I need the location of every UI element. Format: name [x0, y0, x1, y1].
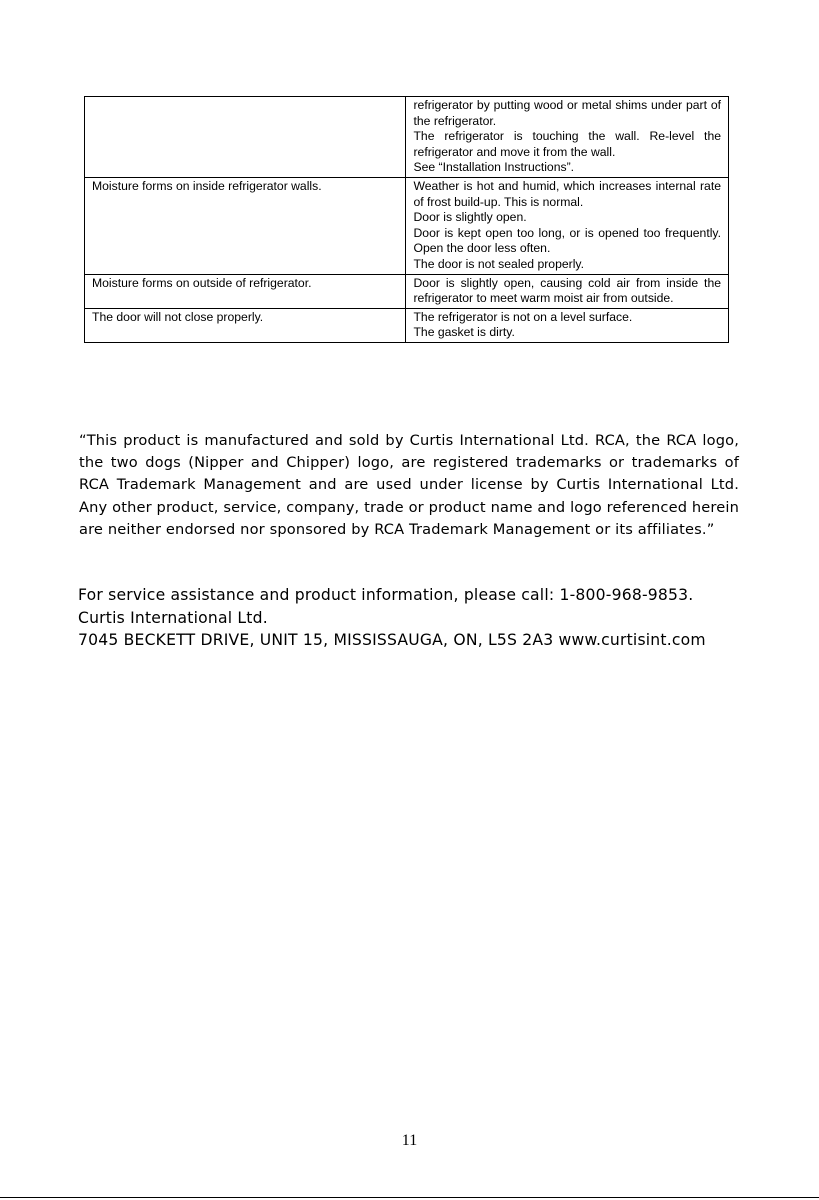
company-address: 7045 BECKETT DRIVE, UNIT 15, MISSISSAUGA, ON, L5S 2A3 www.curtisint.com — [78, 631, 706, 649]
problem-cell — [85, 97, 406, 178]
cause-cell — [406, 274, 729, 308]
contact-block — [78, 584, 778, 652]
trademark-notice: “This product is manufactured and sold by Curtis International Ltd. RCA, the RCA logo, the two dogs (Nipper and Chipper) logo, are registered trademarks or trademarks of RCA Trademark Management and are used under license by Curtis International Ltd. Any other product, service, company, trade or product name and logo referenced herein are neither endorsed nor sponsored by RCA Trademark Management or its affiliates.” — [79, 432, 739, 538]
page-number: 11 — [401, 1132, 418, 1149]
table-row — [85, 274, 729, 308]
problem-cell: Moisture forms on inside refrigerator walls. — [85, 177, 406, 274]
cause-text: Door is slightly open. — [413, 210, 527, 225]
problem-cell: The door will not close properly. — [85, 308, 406, 342]
cause-text: The refrigerator is not on a level surface. — [413, 309, 633, 324]
cause-text: refrigerator by putting wood or metal shims under part of the refrigerator. — [413, 98, 721, 128]
table-row — [85, 308, 729, 342]
cause-cell — [406, 308, 729, 342]
company-name: Curtis International Ltd. — [78, 608, 268, 627]
cause-cell — [406, 97, 729, 178]
service-phone-line: For service assistance and product information, please call: 1-800-968-9853. — [78, 586, 694, 604]
table-row — [85, 97, 729, 178]
cause-text: See “Installation Instructions”. — [413, 160, 575, 175]
cause-text: The gasket is dirty. — [413, 325, 515, 340]
cause-text: Door is slightly open, causing cold air from inside the refrigerator to meet warm moist air from outside. — [413, 275, 721, 306]
table-row — [85, 177, 729, 274]
troubleshooting-table — [84, 96, 729, 343]
cause-text: Weather is hot and humid, which increases internal rate of frost build-up. This is normal. — [413, 178, 721, 209]
cause-text: The refrigerator is touching the wall. Re-level the refrigerator and move it from the wall. — [413, 129, 721, 159]
problem-cell: Moisture forms on outside of refrigerator. — [85, 274, 406, 308]
cause-cell — [406, 177, 729, 274]
page-bottom-divider — [0, 1197, 819, 1198]
cause-text: The door is not sealed properly. — [413, 256, 584, 271]
cause-text: Door is kept open too long, or is opened too frequently. Open the door less often. — [413, 225, 721, 256]
